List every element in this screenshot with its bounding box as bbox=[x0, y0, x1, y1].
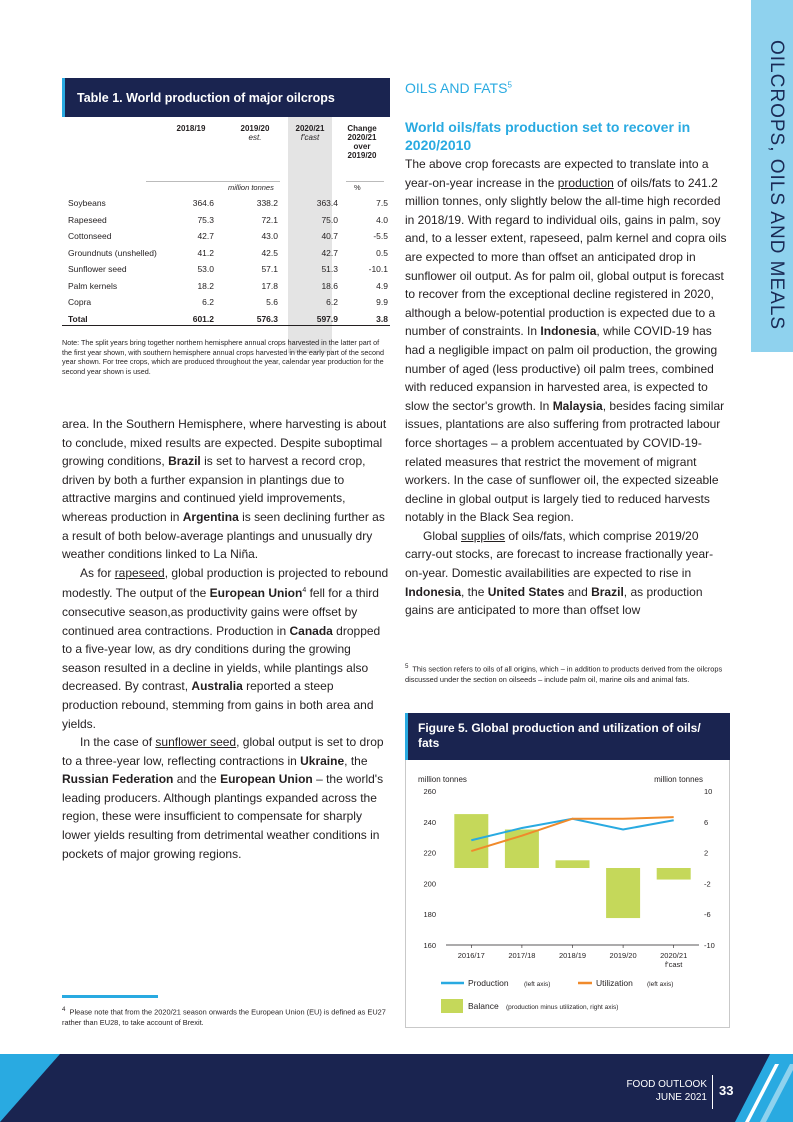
cell-v1: 41.2 bbox=[197, 247, 214, 258]
table-row bbox=[62, 294, 390, 310]
paragraph: As for rapeseed, global production is projected to rebound modestly. The output of the European Union$^4$ fell for a third consecutive season,as productivity gains were offset by continued area contractions. Production in Canada dropped to a five-year low, as dry conditions during the growing season resulted in a decline in yields, while plantings also decreased. By contrast, Australia reported a steep production rebound, stemming from gains in both area and yields. bbox=[62, 565, 389, 731]
cell-v1: 601.2 bbox=[192, 313, 214, 324]
left-tick-label: 220 bbox=[423, 848, 436, 858]
cell-v3: 40.7 bbox=[321, 231, 338, 241]
table-row bbox=[62, 212, 390, 228]
cell-ch: 4.0 bbox=[376, 214, 388, 225]
x-tick-label: 2018/19 bbox=[558, 951, 587, 960]
cell-ch: 4.9 bbox=[376, 280, 388, 291]
cell-v1: 18.2 bbox=[197, 280, 214, 291]
subheading: World oils/fats production set to recover in 2020/2010 bbox=[405, 119, 691, 153]
figure-title: Figure 5. Global production and utilization of oils/ fats bbox=[405, 713, 730, 760]
row-label: Soybeans bbox=[68, 198, 106, 208]
unit-rule bbox=[146, 181, 280, 182]
col-2020: 2020/21 f'cast bbox=[295, 124, 325, 142]
figure-chart bbox=[406, 769, 729, 1027]
x-tick-label: 2017/18 bbox=[508, 951, 536, 960]
legend-production-axis: (left axis) bbox=[524, 981, 551, 988]
unit-rule-right bbox=[346, 181, 384, 182]
legend-balance-swatch bbox=[441, 999, 463, 1013]
legend-balance: Balance bbox=[468, 1001, 499, 1011]
cell-ch: 7.5 bbox=[376, 198, 388, 208]
left-tick-label: 240 bbox=[423, 817, 436, 827]
paragraph: The above crop forecasts are expected to translate into a year-on-year increase in the production of oils/fats to 241.2 million tonnes, only slightly below the all-time high recorded in 2018/19. With regard to individual oils, gains in palm, soy and, to a lesser extent, rapeseed, palm kernel and copra oils are expected to more than offset an anticipated drop in sunflower oil output. As for palm oil, global output is forecast to recover from the exceptional decline registered in 2020, although a below-potential production is expected due to a number of constraints. In Indonesia, while COVID-19 has had a negligible impact on palm oil production, the growing number of aged (less productive) oil palm trees, combined with reduced expansion in harvested area, is expected to slow the sector's growth. In Malaysia, besides facing similar issues, plantations are also suffering from protracted labour force shortages – a problem accentuated by COVID-19-related measures that restrict the movement of migrant workers. In the case of sunflower oil, the expected sizeable decline in global output is largely tied to reduced harvests notably in the Black Sea region. bbox=[405, 157, 727, 525]
legend-utilization: Utilization bbox=[596, 978, 633, 988]
cell-v2: 43.0 bbox=[261, 231, 278, 241]
cell-v1: 53.0 bbox=[197, 264, 214, 274]
table-row bbox=[62, 278, 390, 294]
utilization-line bbox=[471, 817, 673, 851]
x-tick-label: 2016/17 bbox=[457, 951, 485, 960]
legend-utilization-axis: (left axis) bbox=[647, 981, 674, 988]
cell-v3: 75.0 bbox=[321, 214, 338, 225]
unit-percent: % bbox=[354, 183, 361, 192]
legend-production: Production bbox=[468, 978, 509, 988]
cell-ch: -5.5 bbox=[373, 231, 388, 241]
cell-v2: 5.6 bbox=[266, 297, 278, 307]
table-note: Note: The split years bring together northern hemisphere annual crops harvested in the latter part of the first year shown, with southern hemisphere annual crops harvested in the early part of the second year shown. For tree crops, which are produced throughout the year, calendar year production for the second year shown is used. bbox=[62, 338, 385, 376]
right-tick-label: 6 bbox=[704, 817, 709, 827]
balance-bar bbox=[657, 868, 691, 880]
row-label: Copra bbox=[68, 297, 92, 307]
cell-v2: 338.2 bbox=[256, 198, 278, 208]
cell-v2: 576.3 bbox=[256, 313, 278, 324]
cell-v2: 17.8 bbox=[261, 280, 278, 291]
page-number: 33 bbox=[719, 1083, 734, 1098]
col-2018: 2018/19 bbox=[176, 124, 206, 133]
cell-v3: 18.6 bbox=[321, 280, 338, 291]
cell-ch: 3.8 bbox=[376, 313, 388, 324]
cell-ch: 9.9 bbox=[376, 297, 388, 307]
cell-v3: 597.9 bbox=[316, 313, 338, 324]
left-tick-label: 200 bbox=[423, 879, 436, 889]
row-label: Cottonseed bbox=[68, 231, 112, 241]
balance-bar bbox=[556, 860, 590, 868]
left-tick-label: 260 bbox=[423, 787, 436, 796]
cell-v1: 75.3 bbox=[197, 214, 214, 225]
balance-bar bbox=[454, 814, 488, 868]
row-label: Rapeseed bbox=[68, 214, 107, 225]
table-1 bbox=[62, 78, 390, 353]
row-label: Total bbox=[68, 313, 88, 324]
right-column-text bbox=[405, 155, 730, 620]
footer-publication: FOOD OUTLOOK JUNE 2021 bbox=[626, 1079, 707, 1103]
balance-bar bbox=[606, 868, 640, 918]
table-title: Table 1. World production of major oilcrops bbox=[62, 78, 390, 117]
right-tick-label: -6 bbox=[704, 910, 711, 920]
left-tick-label: 180 bbox=[423, 910, 436, 920]
col-change: Change 2020/21 over 2019/20 bbox=[347, 124, 377, 160]
right-tick-label: -2 bbox=[704, 879, 711, 889]
left-tick-label: 160 bbox=[423, 941, 436, 950]
figure-5 bbox=[405, 713, 730, 1028]
paragraph: In the case of sunflower seed, global output is set to drop to a three-year low, reflecting contractions in Ukraine, the Russian Federation and the European Union – the world's leading producers. Although plantings expanded across the region, these were insufficient to compensate for sharply lower yields resulting from detrimental weather conditions in pockets of major growing regions. bbox=[62, 735, 384, 861]
cell-v3: 6.2 bbox=[326, 297, 338, 307]
table-body bbox=[62, 177, 390, 353]
left-axis-label: million tonnes bbox=[418, 775, 467, 784]
production-line bbox=[471, 819, 673, 841]
table-row bbox=[62, 228, 390, 244]
cell-ch: 0.5 bbox=[376, 247, 388, 258]
x-tick-label: 2019/20 bbox=[609, 951, 637, 960]
left-column-text bbox=[62, 415, 390, 863]
col-2019: 2019/20 est. bbox=[240, 124, 270, 142]
row-label: Palm kernels bbox=[68, 280, 118, 291]
section-title: OILS AND FATS$^5$ bbox=[405, 80, 512, 96]
right-tick-label: 2 bbox=[704, 848, 709, 858]
footnote-rule bbox=[62, 995, 158, 998]
unit-label: million tonnes bbox=[228, 183, 274, 192]
table-row bbox=[62, 311, 390, 326]
cell-v3: 51.3 bbox=[321, 264, 338, 274]
cell-v2: 57.1 bbox=[261, 264, 278, 274]
cell-ch: -10.1 bbox=[368, 264, 388, 274]
cell-v3: 42.7 bbox=[321, 247, 338, 258]
right-tick-label: 10 bbox=[704, 787, 713, 796]
chapter-label: OILCROPS, OILS AND MEALS bbox=[766, 40, 787, 331]
cell-v2: 72.1 bbox=[261, 214, 278, 225]
cell-v2: 42.5 bbox=[261, 247, 278, 258]
paragraph: Global supplies of oils/fats, which comprise 2019/20 carry-out stocks, are forecast to increase fractionally year-on-year. Domestic availabilities are expected to rise in Indonesia, the United States and Brazil, as production gains are anticipated to more than offset low bbox=[405, 528, 714, 618]
cell-v1: 42.7 bbox=[197, 231, 214, 241]
page-footer bbox=[0, 1054, 793, 1122]
right-axis-label: million tonnes bbox=[654, 775, 703, 784]
table-header bbox=[62, 117, 390, 177]
row-label: Groundnuts (unshelled) bbox=[68, 247, 157, 258]
paragraph: area. In the Southern Hemisphere, where harvesting is about to conclude, mixed results are expected. Despite suboptimal growing conditions, Brazil is set to harvest a record crop, driven by both a further expansion in plantings due to attractive margins and continued yield improvements, whereas production in Argentina is seen declining further as a result of both below-average plantings and unusually dry weather conditions linked to La Niña. bbox=[62, 417, 387, 562]
legend-balance-desc: (production minus utilization, right axis) bbox=[506, 1004, 619, 1011]
footer-separator bbox=[712, 1075, 713, 1109]
cell-v1: 6.2 bbox=[202, 297, 214, 307]
table-row bbox=[62, 195, 390, 211]
table-row bbox=[62, 261, 390, 277]
x-tick-label: 2020/21 f'cast bbox=[660, 951, 688, 969]
cell-v1: 364.6 bbox=[192, 198, 214, 208]
cell-v3: 363.4 bbox=[316, 198, 338, 208]
footnote-5: $^5$ This section refers to oils of all origins, which – in addition to products derived from the oilcrops discussed under the section on oilseeds – include palm oil, marine oils and animal fats. bbox=[405, 663, 723, 685]
table-row bbox=[62, 245, 390, 261]
footnote-4: $^4$ Please note that from the 2020/21 season onwards the European Union (EU) is defined as EU27 rather than EU28, to take account of Brexit. bbox=[62, 1006, 386, 1028]
right-tick-label: -10 bbox=[704, 941, 715, 950]
row-label: Sunflower seed bbox=[68, 264, 127, 274]
